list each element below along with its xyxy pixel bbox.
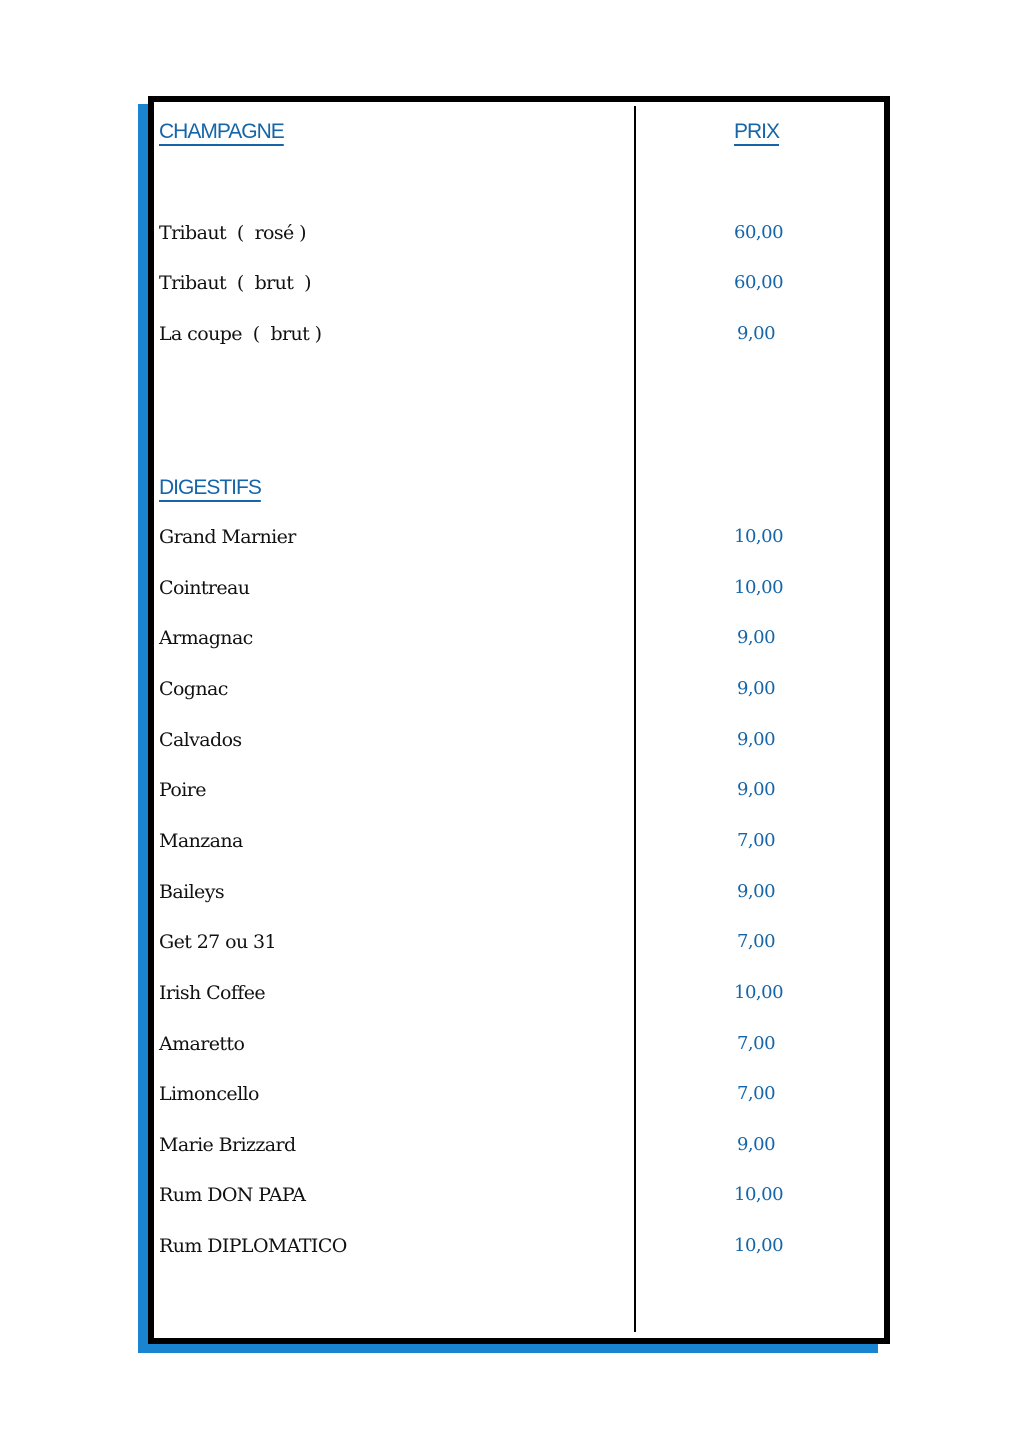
item-name: La coupe ( brut ): [159, 323, 322, 345]
item-name: Marie Brizzard: [159, 1134, 296, 1156]
menu-item: [159, 526, 799, 556]
item-price: 10,00: [734, 1184, 784, 1205]
item-price: 60,00: [734, 272, 784, 293]
item-name: Rum DIPLOMATICO: [159, 1235, 347, 1257]
item-price: 9,00: [736, 729, 776, 750]
menu-item: [159, 627, 799, 657]
menu-item: [159, 830, 799, 860]
menu-item: [159, 931, 799, 961]
item-price: 10,00: [734, 577, 784, 598]
item-name: Manzana: [159, 830, 243, 852]
menu-item: [159, 323, 799, 353]
price-heading: PRIX: [734, 120, 780, 143]
item-name: Limoncello: [159, 1083, 259, 1105]
menu-item: [159, 881, 799, 911]
item-price: 7,00: [736, 1033, 776, 1054]
item-price: 9,00: [736, 323, 776, 344]
item-name: Grand Marnier: [159, 526, 296, 548]
menu-item: [159, 222, 799, 252]
item-name: Amaretto: [159, 1033, 245, 1055]
item-price: 7,00: [736, 1083, 776, 1104]
menu-item: [159, 678, 799, 708]
menu-item: [159, 1134, 799, 1164]
menu-item: [159, 1083, 799, 1113]
champagne-heading: CHAMPAGNE: [159, 120, 284, 143]
item-name: Tribaut ( rosé ): [159, 222, 306, 244]
item-price: 60,00: [734, 222, 784, 243]
item-price: 7,00: [736, 830, 776, 851]
menu-item: [159, 272, 799, 302]
item-price: 7,00: [736, 931, 776, 952]
item-name: Baileys: [159, 881, 224, 903]
item-name: Cointreau: [159, 577, 250, 599]
menu-item: [159, 779, 799, 809]
menu-item: [159, 577, 799, 607]
item-price: 10,00: [734, 982, 784, 1003]
item-name: Poire: [159, 779, 206, 801]
item-name: Tribaut ( brut ): [159, 272, 311, 294]
menu-item: [159, 729, 799, 759]
menu-item: [159, 1235, 799, 1265]
menu-item: [159, 982, 799, 1012]
item-name: Rum DON PAPA: [159, 1184, 306, 1206]
item-price: 10,00: [734, 1235, 784, 1256]
item-price: 9,00: [736, 627, 776, 648]
item-name: Get 27 ou 31: [159, 931, 277, 953]
item-price: 9,00: [736, 779, 776, 800]
item-price: 9,00: [736, 1134, 776, 1155]
item-name: Armagnac: [159, 627, 253, 649]
item-price: 9,00: [736, 881, 776, 902]
item-name: Cognac: [159, 678, 228, 700]
item-name: Irish Coffee: [159, 982, 266, 1004]
item-name: Calvados: [159, 729, 242, 751]
digestifs-heading: DIGESTIFS: [159, 476, 261, 499]
menu-item: [159, 1184, 799, 1214]
item-price: 9,00: [736, 678, 776, 699]
menu-item: [159, 1033, 799, 1063]
item-price: 10,00: [734, 526, 784, 547]
